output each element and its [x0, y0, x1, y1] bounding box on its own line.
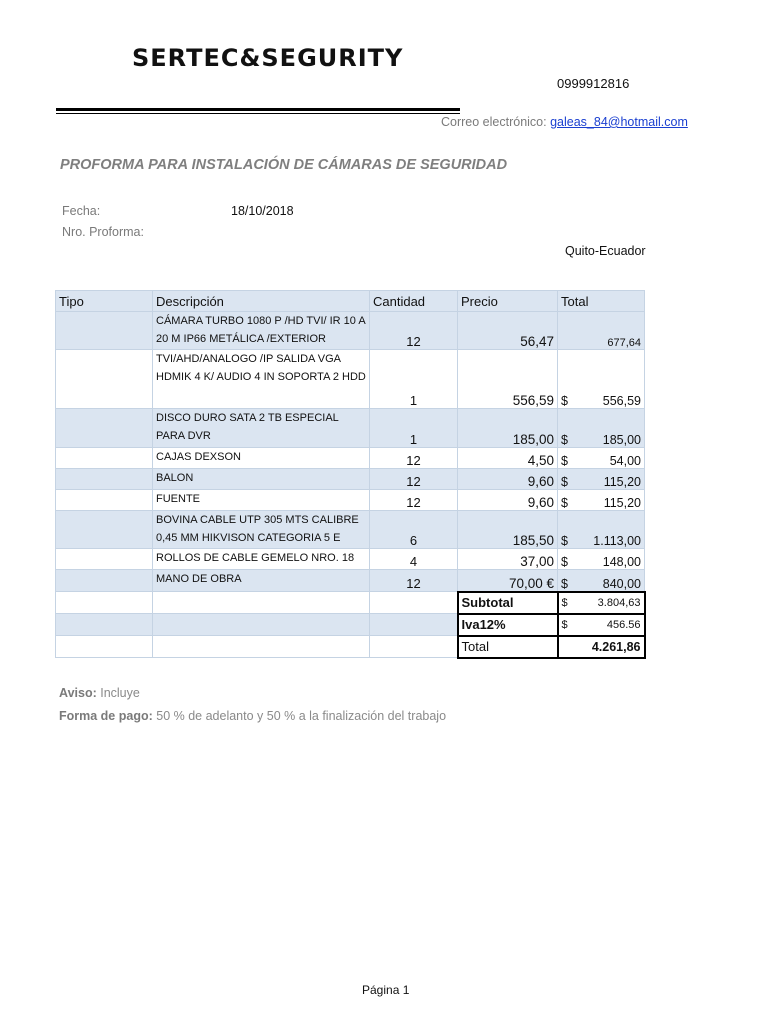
empty-cell — [153, 592, 370, 614]
col-total: Total — [558, 291, 645, 312]
currency-sign: $ — [561, 618, 568, 631]
table-row — [56, 312, 645, 350]
cell-qty: 4 — [370, 549, 458, 570]
table-row — [56, 448, 645, 469]
subtotal-row — [56, 592, 645, 614]
date-value: 18/10/2018 — [231, 204, 294, 218]
currency-sign: $ — [561, 433, 568, 447]
cell-qty: 6 — [370, 511, 458, 549]
cell-total — [558, 570, 645, 592]
empty-cell — [153, 636, 370, 658]
cell-qty: 12 — [370, 570, 458, 592]
table-row — [56, 350, 645, 409]
table-row — [56, 490, 645, 511]
cell-price: 70,00 € — [458, 570, 558, 592]
currency-sign: $ — [561, 394, 568, 408]
cell-tipo — [56, 312, 153, 350]
email-label: Correo electrónico: — [441, 115, 547, 129]
cell-qty: 12 — [370, 469, 458, 490]
empty-cell — [370, 592, 458, 614]
cell-price: 9,60 — [458, 469, 558, 490]
cell-tipo — [56, 350, 153, 409]
cell-tipo — [56, 511, 153, 549]
items-table — [55, 290, 646, 659]
city-label: Quito-Ecuador — [565, 244, 646, 258]
empty-cell — [153, 614, 370, 636]
cell-qty: 1 — [370, 409, 458, 448]
cell-qty: 12 — [370, 312, 458, 350]
cell-qty: 12 — [370, 448, 458, 469]
cell-total-value: 115,20 — [603, 496, 641, 510]
iva-cell — [558, 614, 645, 636]
total-label: Total — [458, 636, 558, 658]
payment-note — [59, 709, 446, 723]
cell-total — [558, 490, 645, 511]
proforma-number-label: Nro. Proforma: — [62, 225, 144, 239]
cell-desc: BALON — [153, 469, 370, 490]
cell-desc: CÁMARA TURBO 1080 P /HD TVI/ IR 10 A 20 M IP66 METÁLICA /EXTERIOR — [153, 312, 370, 350]
cell-qty: 1 — [370, 350, 458, 409]
subtotal-label: Subtotal — [458, 592, 558, 614]
cell-total — [558, 549, 645, 570]
col-cantidad: Cantidad — [370, 291, 458, 312]
empty-cell — [56, 614, 153, 636]
empty-cell — [56, 592, 153, 614]
cell-desc: DISCO DURO SATA 2 TB ESPECIAL PARA DVR — [153, 409, 370, 448]
cell-desc: FUENTE — [153, 490, 370, 511]
currency-sign: $ — [561, 576, 568, 591]
cell-price: 56,47 — [458, 312, 558, 350]
currency-sign: $ — [561, 596, 568, 609]
email-link[interactable]: galeas_84@hotmail.com — [550, 115, 688, 129]
cell-price: 185,00 — [458, 409, 558, 448]
cell-total-value: 54,00 — [609, 454, 641, 468]
aviso-value: Incluye — [100, 686, 140, 700]
cell-price: 37,00 — [458, 549, 558, 570]
currency-sign: $ — [561, 534, 568, 548]
currency-sign: $ — [561, 475, 568, 489]
header-rule-thick — [56, 108, 460, 111]
payment-label: Forma de pago: — [59, 709, 153, 723]
cell-desc: ROLLOS DE CABLE GEMELO NRO. 18 — [153, 549, 370, 570]
currency-sign: $ — [561, 454, 568, 468]
header-rule-thin — [56, 113, 460, 114]
date-label: Fecha: — [62, 204, 101, 218]
subtotal-value: 3.804,63 — [597, 596, 641, 609]
payment-value: 50 % de adelanto y 50 % a la finalización del trabajo — [156, 709, 447, 723]
iva-row — [56, 614, 645, 636]
total-row — [56, 636, 645, 658]
cell-total-value: 556,59 — [602, 394, 641, 408]
cell-total — [558, 448, 645, 469]
phone-number: 0999912816 — [557, 76, 630, 91]
email-row — [441, 115, 688, 129]
company-name: SERTEC&SEGURITY — [132, 44, 404, 72]
cell-desc: CAJAS DEXSON — [153, 448, 370, 469]
cell-tipo — [56, 490, 153, 511]
empty-cell — [370, 614, 458, 636]
iva-value: 456.56 — [606, 618, 641, 631]
cell-total — [558, 409, 645, 448]
table-row — [56, 469, 645, 490]
subtotal-cell — [558, 592, 645, 614]
cell-total — [558, 350, 645, 409]
cell-price: 185,50 — [458, 511, 558, 549]
cell-total — [558, 469, 645, 490]
currency-sign: $ — [561, 555, 568, 569]
cell-desc: MANO DE OBRA — [153, 570, 370, 592]
table-row — [56, 570, 645, 592]
document-title: PROFORMA PARA INSTALACIÓN DE CÁMARAS DE SEGURIDAD — [60, 157, 508, 173]
cell-tipo — [56, 549, 153, 570]
table-row — [56, 409, 645, 448]
cell-total — [558, 511, 645, 549]
page-number: Página 1 — [362, 983, 410, 997]
empty-cell — [56, 636, 153, 658]
col-descripcion: Descripción — [153, 291, 370, 312]
cell-total-value: 677,64 — [607, 337, 641, 349]
table-row — [56, 511, 645, 549]
cell-desc: TVI/AHD/ANALOGO /IP SALIDA VGA HDMIK 4 K/ AUDIO 4 IN SOPORTA 2 HDD — [153, 350, 370, 409]
cell-tipo — [56, 448, 153, 469]
table-header-row — [56, 291, 645, 312]
cell-tipo — [56, 469, 153, 490]
total-value: 4.261,86 — [558, 636, 645, 658]
cell-tipo — [56, 570, 153, 592]
cell-total-value: 1.113,00 — [593, 534, 641, 548]
cell-tipo — [56, 409, 153, 448]
col-precio: Precio — [458, 291, 558, 312]
cell-total-value: 185,00 — [602, 433, 641, 447]
col-tipo: Tipo — [56, 291, 153, 312]
cell-qty: 12 — [370, 490, 458, 511]
cell-total — [558, 312, 645, 350]
cell-total-value: 115,20 — [603, 475, 641, 489]
aviso-note — [59, 686, 140, 700]
currency-sign: $ — [561, 496, 568, 510]
cell-total-value: 148,00 — [602, 555, 641, 569]
aviso-label: Aviso: — [59, 686, 97, 700]
cell-price: 9,60 — [458, 490, 558, 511]
empty-cell — [370, 636, 458, 658]
table-row — [56, 549, 645, 570]
iva-label: Iva12% — [458, 614, 558, 636]
cell-total-value: 840,00 — [602, 576, 641, 591]
cell-price: 4,50 — [458, 448, 558, 469]
cell-price: 556,59 — [458, 350, 558, 409]
cell-desc: BOVINA CABLE UTP 305 MTS CALIBRE 0,45 MM HIKVISON CATEGORIA 5 E — [153, 511, 370, 549]
